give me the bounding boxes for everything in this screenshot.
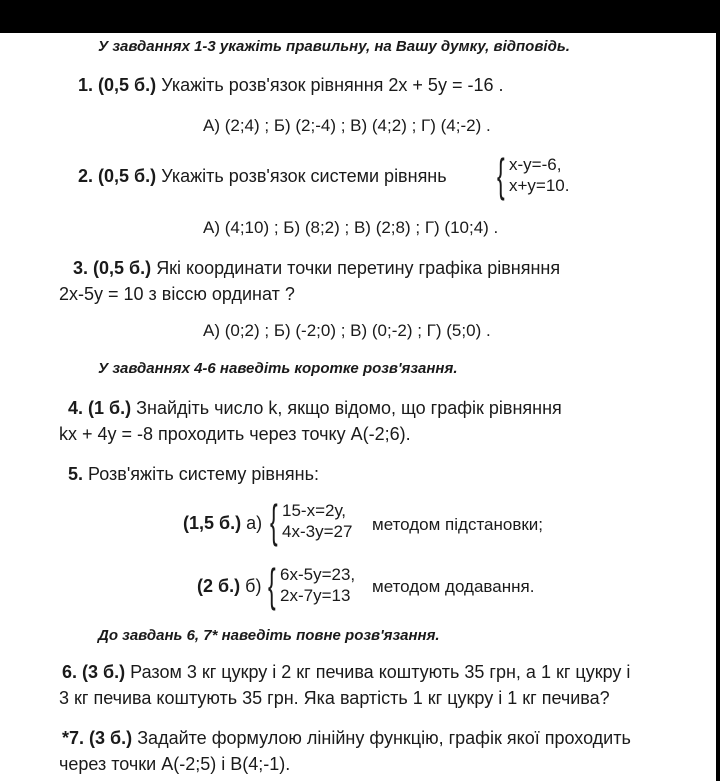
question-5 xyxy=(68,464,319,485)
top-black-bar xyxy=(0,0,720,33)
question-2-answers: А) (4;10) ; Б) (8;2) ; В) (2;8) ; Г) (10;4) . xyxy=(203,218,499,237)
question-6 xyxy=(62,662,630,683)
question-text: Які координати точки перетину графіка рівняння xyxy=(156,258,561,278)
equation-2: 4х-3у=27 xyxy=(282,522,353,541)
equation-1: х-у=-6, xyxy=(509,155,562,174)
brace-icon: { xyxy=(497,149,505,201)
question-number: 2. xyxy=(78,166,94,186)
question-2-system xyxy=(497,149,570,201)
question-number: 4. xyxy=(68,398,84,418)
question-5a-method: методом підстановки; xyxy=(372,515,544,534)
question-4 xyxy=(68,398,562,419)
question-points: (0,5 б.) xyxy=(98,166,157,186)
question-number: *7. xyxy=(62,728,85,748)
question-number: 6. xyxy=(62,662,78,682)
question-3-answers: А) (0;2) ; Б) (-2;0) ; В) (0;-2) ; Г) (5;0) . xyxy=(203,321,491,340)
question-5a-label xyxy=(183,513,262,534)
equation-1: 15-х=2у, xyxy=(282,501,346,520)
sub-label: б) xyxy=(245,576,262,596)
brace-icon: { xyxy=(270,495,278,547)
question-text: Розв'яжіть систему рівнянь: xyxy=(88,464,319,484)
question-points: (2 б.) xyxy=(197,576,241,596)
instruction-2: У завданнях 4-6 наведіть коротке розв'язання. xyxy=(98,360,458,377)
question-5b-method: методом додавання. xyxy=(372,577,535,596)
brace-icon: { xyxy=(268,559,276,611)
question-number: 3. xyxy=(73,258,89,278)
question-6-text-line-2: 3 кг печива коштують 35 грн. Яка вартість 1 кг цукру і 1 кг печива? xyxy=(59,688,610,708)
question-3-text-line-2: 2х-5у = 10 з віссю ординат ? xyxy=(59,284,295,304)
question-text: Укажіть розв'язок рівняння 2х + 5у = -16 . xyxy=(161,75,504,95)
question-text: Разом 3 кг цукру і 2 кг печива коштують 35 грн, а 1 кг цукру і xyxy=(130,662,631,682)
question-3 xyxy=(73,258,560,279)
question-7-text-line-2: через точки А(-2;5) і В(4;-1). xyxy=(59,754,291,774)
question-points: (0,5 б.) xyxy=(98,75,157,95)
right-black-edge xyxy=(716,33,720,781)
question-number: 5. xyxy=(68,464,84,484)
question-points: (3 б.) xyxy=(89,728,133,748)
equation-1: 6х-5у=23, xyxy=(280,565,356,584)
question-1 xyxy=(78,75,503,96)
question-5b-label xyxy=(197,576,261,597)
instruction-3: До завдань 6, 7* наведіть повне розв'язання. xyxy=(98,627,440,644)
sub-label: а) xyxy=(246,513,263,533)
question-points: (0,5 б.) xyxy=(93,258,152,278)
instruction-1: У завданнях 1-3 укажіть правильну, на Вашу думку, відповідь. xyxy=(98,38,570,55)
question-text: Знайдіть число k, якщо відомо, що графік рівняння xyxy=(136,398,562,418)
question-1-answers: А) (2;4) ; Б) (2;-4) ; В) (4;2) ; Г) (4;-2) . xyxy=(203,116,491,135)
question-points: (1,5 б.) xyxy=(183,513,242,533)
question-points: (1 б.) xyxy=(88,398,132,418)
question-text: Укажіть розв'язок системи рівнянь xyxy=(161,166,447,186)
question-text: Задайте формулою лінійну функцію, графік якої проходить xyxy=(137,728,631,748)
question-number: 1. xyxy=(78,75,94,95)
question-5b-system xyxy=(268,559,356,611)
question-5a-system xyxy=(270,495,353,547)
question-2 xyxy=(78,166,447,187)
question-7 xyxy=(62,728,631,749)
equation-2: 2х-7у=13 xyxy=(280,586,351,605)
question-4-text-line-2: kx + 4y = -8 проходить через точку А(-2;6). xyxy=(59,424,411,444)
question-points: (3 б.) xyxy=(82,662,126,682)
equation-2: х+у=10. xyxy=(509,176,570,195)
